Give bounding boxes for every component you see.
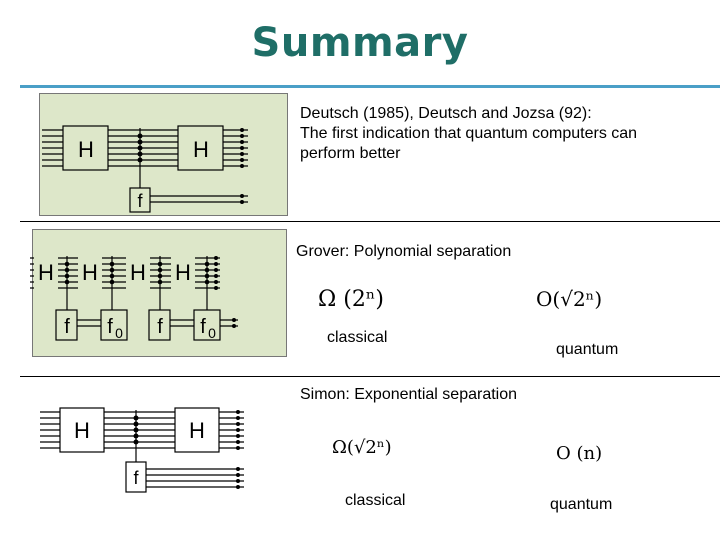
gate-label: H: [82, 260, 98, 285]
deutsch-line-1: Deutsch (1985), Deutsch and Jozsa (92):: [300, 105, 592, 122]
gate-label: H: [130, 260, 146, 285]
gate-label: H: [78, 137, 94, 162]
deutsch-line-2: The first indication that quantum computers can: [300, 125, 638, 142]
grover-classical-expr: Ω (2ⁿ): [318, 287, 384, 312]
gate-label: f: [157, 316, 163, 338]
gate-label: f: [137, 191, 143, 211]
grover-quantum-label: quantum: [556, 341, 619, 358]
gate-subscript: 0: [208, 325, 216, 341]
grover-quantum-expr: O(√2ⁿ): [536, 287, 603, 311]
grover-classical-label: classical: [327, 329, 388, 346]
gate-label: f: [64, 316, 70, 338]
gate-label: H: [38, 260, 54, 285]
grover-heading: Grover: Polynomial separation: [296, 243, 512, 260]
gate-label: H: [175, 260, 191, 285]
gate-subscript: 0: [115, 325, 123, 341]
page-title: Summary: [251, 20, 469, 66]
deutsch-line-3: perform better: [300, 145, 401, 162]
gate-label: f: [107, 316, 113, 338]
simon-heading: Simon: Exponential separation: [300, 386, 518, 403]
simon-quantum-expr: O (n): [556, 443, 603, 464]
simon-classical-label: classical: [345, 492, 406, 509]
simon-classical-expr: Ω(√2ⁿ): [332, 437, 392, 458]
gate-label: f: [200, 316, 206, 338]
simon-quantum-label: quantum: [550, 496, 613, 513]
gate-label: H: [74, 418, 90, 443]
gate-label: H: [189, 418, 205, 443]
gate-label: f: [133, 468, 139, 488]
gate-label: H: [193, 137, 209, 162]
